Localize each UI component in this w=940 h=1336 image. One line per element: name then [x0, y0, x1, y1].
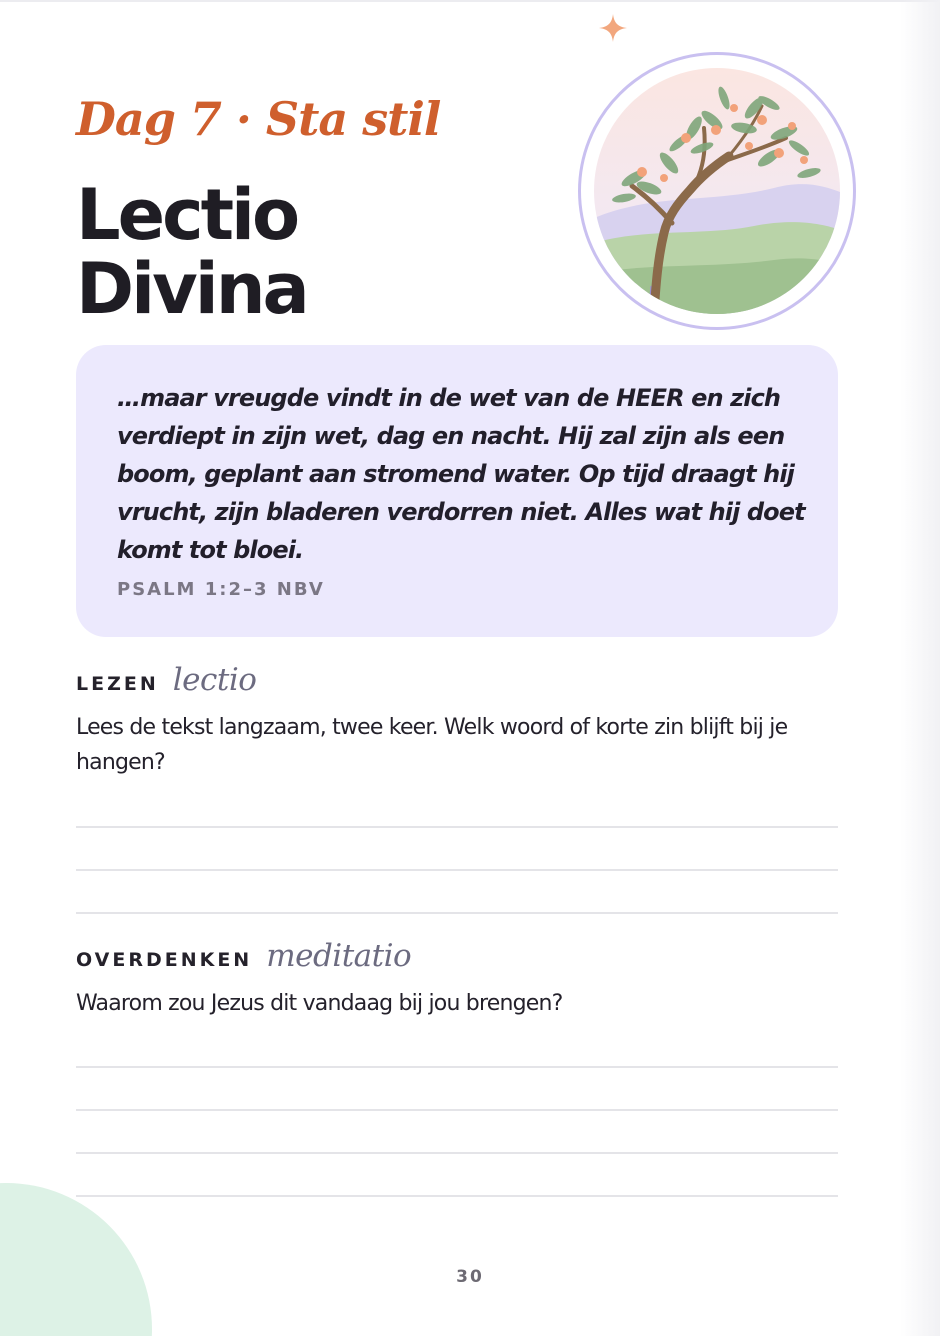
page-top-edge — [0, 0, 940, 2]
section-heading-overdenken — [76, 938, 411, 974]
page-edge-shadow — [900, 0, 940, 1336]
section-latin-term: meditatio — [266, 938, 412, 974]
writing-line — [76, 1152, 838, 1154]
writing-line — [76, 1195, 838, 1197]
writing-line — [76, 826, 838, 828]
writing-line — [76, 869, 838, 871]
tree-illustration-icon — [594, 68, 840, 314]
sparkle-icon — [598, 13, 628, 43]
section-prompt: Waarom zou Jezus dit vandaag bij jou brengen? — [76, 991, 563, 1016]
page-number: 30 — [456, 1267, 484, 1287]
section-latin-term: lectio — [172, 662, 257, 698]
title-line-2: Divina — [76, 248, 307, 330]
corner-decoration — [0, 1183, 152, 1336]
writing-line — [76, 1066, 838, 1068]
title-line-1: Lectio — [76, 174, 298, 256]
scripture-quote-card — [76, 345, 838, 637]
day-heading: Dag 7 · Sta stil — [76, 92, 441, 146]
section-prompt: Lees de tekst langzaam, twee keer. Welk woord of korte zin blijft bij je hangen? — [76, 715, 788, 775]
page-title — [76, 174, 516, 330]
scripture-quote: …maar vreugde vindt in de wet van de HEER en zich verdiept in zijn wet, dag en nacht. Hij zal zijn als een boom, geplant aan stromend water. Op tijd draagt hij vrucht, zijn bladeren verdorren niet. Alles wat hij doet komt tot bloei. — [117, 384, 805, 564]
section-label: OVERDENKEN — [76, 949, 253, 971]
section-heading-lezen — [76, 662, 256, 698]
writing-line — [76, 1109, 838, 1111]
section-label: LEZEN — [76, 673, 159, 695]
scripture-reference: PSALM 1:2–3 NBV — [117, 579, 325, 600]
tree-medallion — [578, 52, 856, 330]
writing-line — [76, 912, 838, 914]
